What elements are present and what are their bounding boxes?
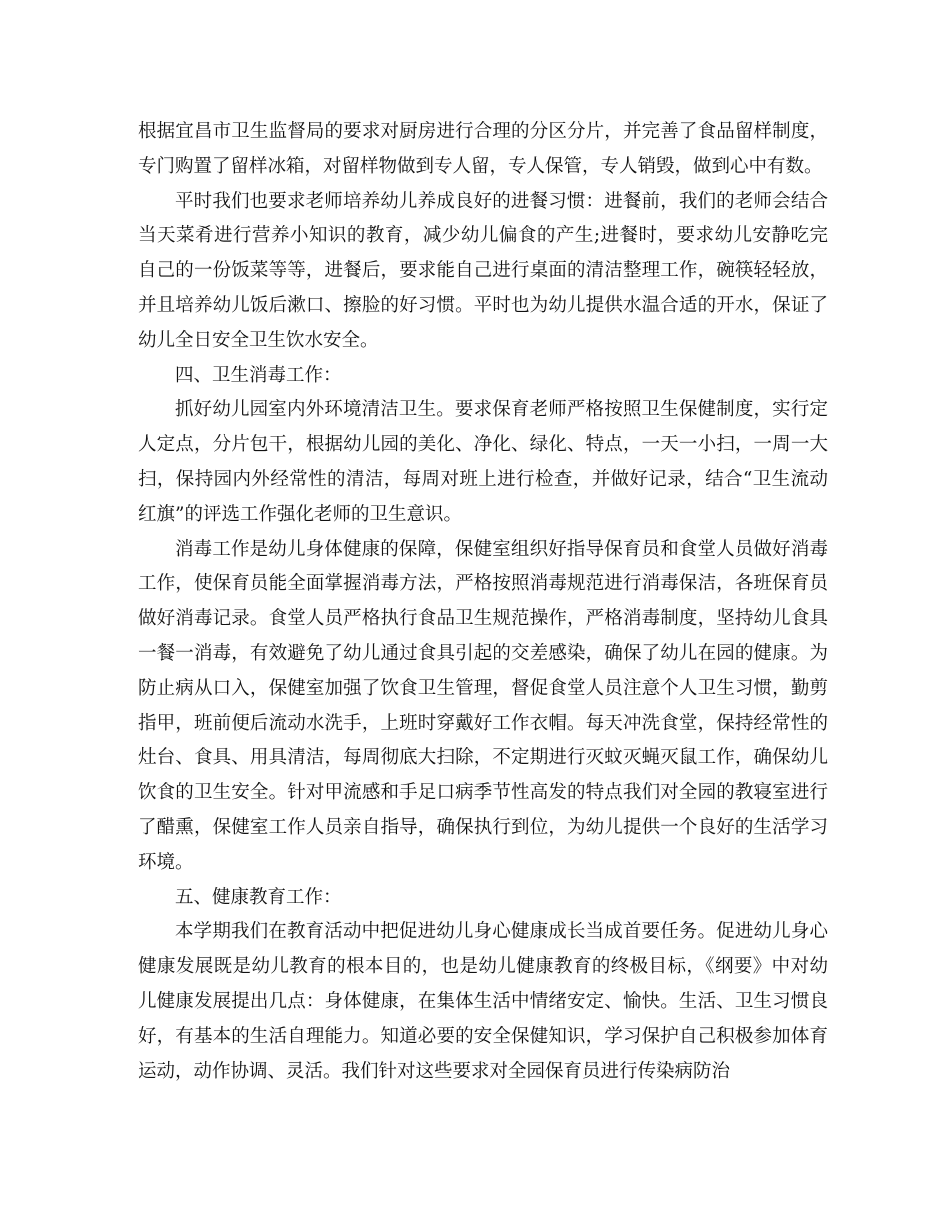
section-heading-health-education: 五、健康教育工作：: [175, 886, 342, 908]
paragraph-dining-habits: 平时我们也要求老师培养幼儿养成良好的进餐习惯：进餐前，我们的老师会结合当天菜肴进行营养小知识的教育，减少幼儿偏食的产生;进餐时，要求幼儿安静吃完自己的一份饭菜等等，进餐后，要求能自己进行桌面的清洁整理工作，碗筷轻轻放，并且培养幼儿饭后漱口、擦脸的好习惯。平时也为幼儿提供水温合适的开水，保证了幼儿全日安全卫生饮水安全。: [138, 190, 828, 351]
paragraph-kitchen-zoning: 根据宜昌市卫生监督局的要求对厨房进行合理的分区分片，并完善了食品留样制度，专门购置了留样冰箱，对留样物做到专人留，专人保管，专人销毁，做到心中有数。: [138, 121, 828, 177]
paragraph-health-education: 本学期我们在教育活动中把促进幼儿身心健康成长当成首要任务。促进幼儿身心健康发展既是幼儿教育的根本目的，也是幼儿健康教育的终极目标，《纲要》中对幼儿健康发展提出几点：身体健康，在集体生活中情绪安定、愉快。生活、卫生习惯良好，有基本的生活自理能力。知道必要的安全保健知识，学习保护自己积极参加体育运动，动作协调、灵活。我们针对这些要求对全园保育员进行传染病防治: [138, 921, 828, 1082]
section-heading-disinfection: 四、卫生消毒工作：: [175, 364, 342, 386]
paragraph-disinfection-work: 消毒工作是幼儿身体健康的保障，保健室组织好指导保育员和食堂人员做好消毒工作，使保育员能全面掌握消毒方法，严格按照消毒规范进行消毒保洁，各班保育员做好消毒记录。食堂人员严格执行食品卫生规范操作，严格消毒制度，坚持幼儿食具一餐一消毒，有效避免了幼儿通过食具引起的交差感染，确保了幼儿在园的健康。为防止病从口入，保健室加强了饮食卫生管理，督促食堂人员注意个人卫生习惯，勤剪指甲，班前便后流动水洗手，上班时穿戴好工作衣帽。每天冲洗食堂，保持经常性的灶台、食具、用具清洁，每周彻底大扫除，不定期进行灭蚊灭蝇灭鼠工作，确保幼儿饮食的卫生安全。针对甲流感和手足口病季节性高发的特点我们对全园的教寝室进行了醋熏，保健室工作人员亲自指导，确保执行到位，为幼儿提供一个良好的生活学习环境。: [138, 538, 828, 873]
paragraph-environment-cleaning: 抓好幼儿园室内外环境清洁卫生。要求保育老师严格按照卫生保健制度，实行定人定点，分片包干，根据幼儿园的美化、净化、绿化、特点，一天一小扫，一周一大扫，保持园内外经常性的清洁，每周对班上进行检查，并做好记录，结合“卫生流动红旗”的评选工作强化老师的卫生意识。: [138, 399, 828, 525]
document-body: [138, 115, 828, 1089]
